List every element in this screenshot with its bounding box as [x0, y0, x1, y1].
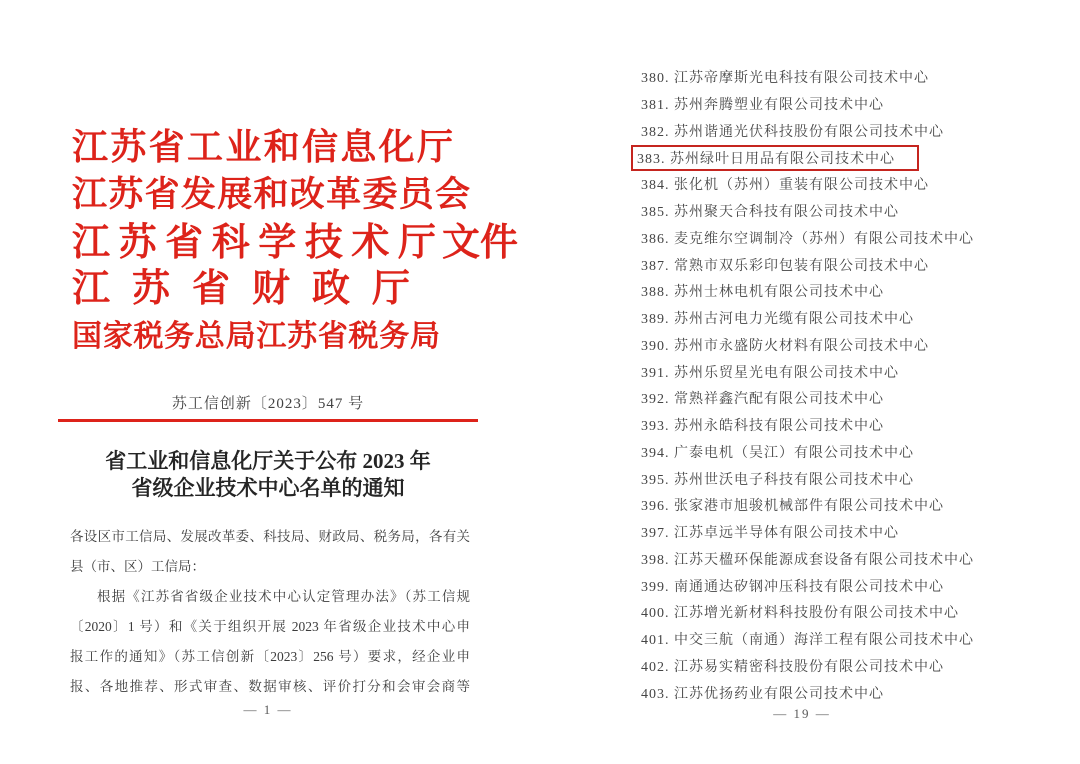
list-entry-text: 394. 广泰电机（吴江）有限公司技术中心 [641, 445, 914, 461]
body-text-line: 报工作的通知》（苏工信创新〔2023〕256 号）要求，经企业申 [70, 649, 470, 664]
letterhead-line-3 [72, 220, 522, 266]
body-text-line: 报、各地推荐、形式审查、数据审核、评价打分和会审会商等 [70, 679, 470, 694]
list-entry-text: 386. 麦克维尔空调制冷（苏州）有限公司技术中心 [641, 231, 974, 247]
list-item [637, 412, 1057, 439]
list-item [637, 198, 1057, 225]
list-item [637, 64, 1057, 91]
letterhead-line-4: 江苏省财政厅 [72, 268, 410, 310]
list-entry-text: 380. 江苏帝摩斯光电科技有限公司技术中心 [641, 71, 929, 87]
list-item [637, 358, 1057, 385]
intro-paragraph [70, 582, 470, 702]
list-item [637, 465, 1057, 492]
list-item [637, 519, 1057, 546]
list-entry-text: 387. 常熟市双乐彩印包装有限公司技术中心 [641, 258, 929, 274]
list-entry-text: 384. 张化机（苏州）重装有限公司技术中心 [641, 178, 929, 194]
document-number: 苏工信创新〔2023〕547 号 [171, 396, 365, 412]
list-item [637, 144, 1057, 171]
list-entry-text: 399. 南通通达矽钢冲压科技有限公司技术中心 [641, 579, 944, 595]
letterhead-line-5: 国家税务总局江苏省税务局 [72, 320, 440, 353]
list-entry-text: 382. 苏州谐通光伏科技股份有限公司技术中心 [641, 124, 944, 140]
list-entry-text: 401. 中交三航（南通）海洋工程有限公司技术中心 [641, 633, 974, 649]
list-item [637, 118, 1057, 145]
list-entry-text: 381. 苏州奔腾塑业有限公司技术中心 [641, 98, 884, 114]
company-list [637, 64, 1057, 706]
list-entry-text: 393. 苏州永皓科技有限公司技术中心 [641, 419, 884, 435]
list-entry-text: 403. 江苏优扬药业有限公司技术中心 [641, 686, 884, 702]
list-item [637, 385, 1057, 412]
letterhead-line-3-suffix: 文件 [442, 222, 519, 264]
list-entry-text: 392. 常熟祥鑫汽配有限公司技术中心 [641, 392, 884, 408]
list-entry-text: 402. 江苏易实精密科技股份有限公司技术中心 [641, 659, 944, 675]
list-entry-text: 389. 苏州古河电力光缆有限公司技术中心 [641, 312, 914, 328]
letterhead [72, 124, 522, 362]
list-entry-text: 398. 江苏天楹环保能源成套设备有限公司技术中心 [641, 552, 974, 568]
document-body [70, 522, 470, 702]
list-entry-text: 395. 苏州世沃电子科技有限公司技术中心 [641, 472, 914, 488]
body-text-line: 根据《江苏省省级企业技术中心认定管理办法》（苏工信规 [97, 589, 470, 604]
page-number-left: — 1 — [243, 702, 293, 717]
letterhead-line-3-agency: 江苏省科学技术厅 [72, 222, 436, 264]
list-entry-text: 391. 苏州乐贸星光电有限公司技术中心 [641, 365, 899, 381]
body-text-line: 各设区市工信局、发展改革委、科技局、财政局、税务局，各有关 [70, 529, 470, 544]
list-item [637, 599, 1057, 626]
letterhead-line-1: 江苏省工业和信息化厅 [72, 127, 453, 167]
list-item [637, 251, 1057, 278]
list-entry-text: 390. 苏州市永盛防火材料有限公司技术中心 [641, 338, 929, 354]
list-entry-text: 400. 江苏增光新材料科技股份有限公司技术中心 [641, 606, 959, 622]
body-text-line: 〔2020〕1 号）和《关于组织开展 2023 年省级企业技术中心申 [70, 619, 470, 634]
list-item [637, 171, 1057, 198]
highlighted-entry: 383. 苏州绿叶日用品有限公司技术中心 [631, 145, 919, 171]
list-item [637, 225, 1057, 252]
list-item [637, 91, 1057, 118]
document-title-line-2: 省级企业技术中心名单的通知 [131, 476, 405, 500]
list-item [637, 626, 1057, 653]
list-entry-text: 397. 江苏卓远半导体有限公司技术中心 [641, 526, 899, 542]
letterhead-line-2: 江苏省发展和改革委员会 [72, 175, 470, 214]
list-item [637, 278, 1057, 305]
document-page-right [540, 0, 1080, 764]
list-item [637, 572, 1057, 599]
list-item [637, 492, 1057, 519]
list-entry-text: 396. 张家港市旭骏机械部件有限公司技术中心 [641, 499, 944, 515]
list-entry-text: 385. 苏州聚天合科技有限公司技术中心 [641, 205, 899, 221]
list-item [637, 546, 1057, 573]
salutation-paragraph [70, 522, 470, 582]
list-item [637, 332, 1057, 359]
list-item [637, 653, 1057, 680]
list-item [637, 305, 1057, 332]
document-title [58, 448, 478, 502]
list-entry-text: 388. 苏州士林电机有限公司技术中心 [641, 285, 884, 301]
red-divider-line [58, 419, 478, 422]
body-text-line: 县（市、区）工信局： [70, 559, 205, 574]
list-item [637, 439, 1057, 466]
page-number-right: — 19 — [773, 706, 831, 721]
list-item [637, 679, 1057, 706]
document-title-line-1: 省工业和信息化厅关于公布 2023 年 [105, 449, 431, 473]
